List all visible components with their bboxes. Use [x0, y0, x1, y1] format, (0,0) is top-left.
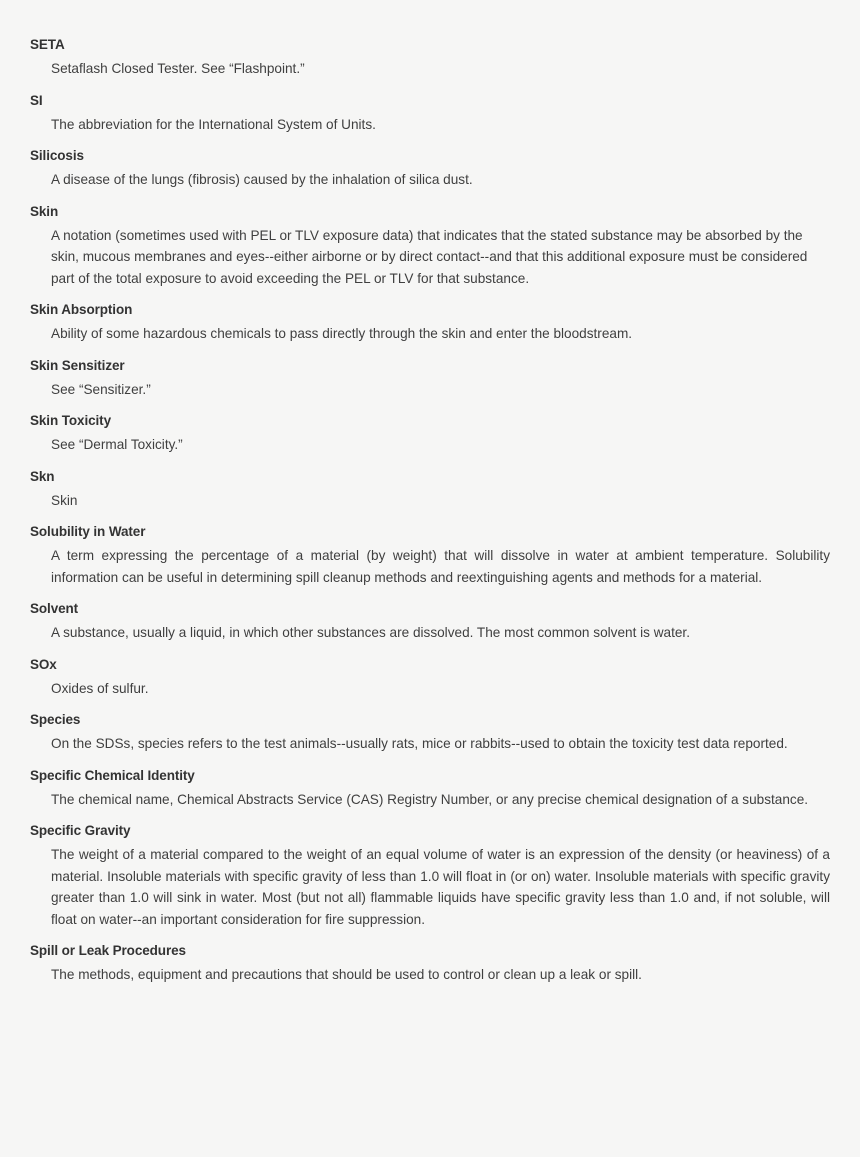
glossary-term: Spill or Leak Procedures — [30, 943, 186, 958]
glossary-term: Silicosis — [30, 148, 84, 163]
glossary-entry — [30, 412, 830, 456]
glossary-term: SI — [30, 92, 43, 108]
glossary-term: Specific Chemical Identity — [30, 767, 195, 783]
glossary-entry — [30, 767, 830, 811]
glossary-entry — [30, 523, 830, 588]
glossary-term: SOx — [30, 656, 57, 672]
glossary-definition: A term expressing the percentage of a material (by weight) that will dissolve in water at ambient temperature. Solubility information can be useful in determining spill cleanup methods and reextinguishing agents and methods for a material. — [51, 548, 830, 585]
glossary-entry — [30, 203, 830, 290]
glossary-definition: See “Sensitizer.” — [51, 381, 151, 397]
glossary-entry — [30, 147, 830, 191]
glossary-definition: The abbreviation for the International System of Units. — [51, 116, 376, 132]
glossary-term: Skin Sensitizer — [30, 357, 125, 373]
glossary-definition: A substance, usually a liquid, in which other substances are dissolved. The most common solvent is water. — [51, 625, 690, 640]
glossary-definition: Skin — [51, 492, 78, 508]
glossary-definition: The chemical name, Chemical Abstracts Service (CAS) Registry Number, or any precise chemical designation of a substance. — [51, 791, 809, 807]
glossary-entry — [30, 301, 830, 345]
glossary-term: Solubility in Water — [30, 524, 146, 539]
glossary-entry — [30, 468, 830, 512]
glossary-definition: A notation (sometimes used with PEL or TLV exposure data) that indicates that the stated substance may be absorbed by the skin, mucous membranes and eyes--either airborne or by direct contact--and that this additional exposure must be considered part of the total exposure to avoid exceeding the PEL or TLV for that substance. — [51, 227, 808, 286]
glossary-term: Specific Gravity — [30, 823, 131, 838]
glossary-definition: The methods, equipment and precautions that should be used to control or clean up a leak or spill. — [51, 967, 642, 982]
glossary-entry — [30, 600, 830, 644]
glossary-definition: Oxides of sulfur. — [51, 680, 149, 696]
glossary-term: Skn — [30, 468, 55, 484]
glossary-term: SETA — [30, 37, 65, 52]
glossary-entry — [30, 942, 830, 986]
glossary-term: Skin — [30, 203, 59, 219]
glossary-definition: A disease of the lungs (fibrosis) caused by the inhalation of silica dust. — [51, 172, 473, 187]
glossary-entry — [30, 92, 830, 136]
glossary-entry-list — [30, 36, 830, 986]
glossary-entry — [30, 357, 830, 401]
glossary-entry — [30, 822, 830, 930]
glossary-definition: Ability of some hazardous chemicals to pass directly through the skin and enter the bloodstream. — [51, 326, 633, 341]
glossary-term: Species — [30, 712, 81, 727]
glossary-term: Skin Absorption — [30, 302, 133, 317]
glossary-definition: Setaflash Closed Tester. See “Flashpoint.” — [51, 61, 305, 76]
glossary-definition: The weight of a material compared to the weight of an equal volume of water is an expression of the density (or heaviness) of a material. Insoluble materials with specific gravity of less than 1.0 will float in (or on) water. Insoluble materials with specific gravity greater than 1.0 will sink in water. Most (but not all) flammable liquids have specific gravity less than 1.0 and, if not soluble, will float on water--an important consideration for fire suppression. — [51, 847, 830, 927]
glossary-entry — [30, 711, 830, 755]
glossary-definition: On the SDSs, species refers to the test animals--usually rats, mice or rabbits--used to obtain the toxicity test data reported. — [51, 736, 788, 751]
glossary-entry — [30, 656, 830, 700]
glossary-term: Skin Toxicity — [30, 413, 111, 428]
glossary-term: Solvent — [30, 601, 79, 616]
glossary-entry — [30, 36, 830, 80]
glossary-definition: See “Dermal Toxicity.” — [51, 437, 183, 452]
